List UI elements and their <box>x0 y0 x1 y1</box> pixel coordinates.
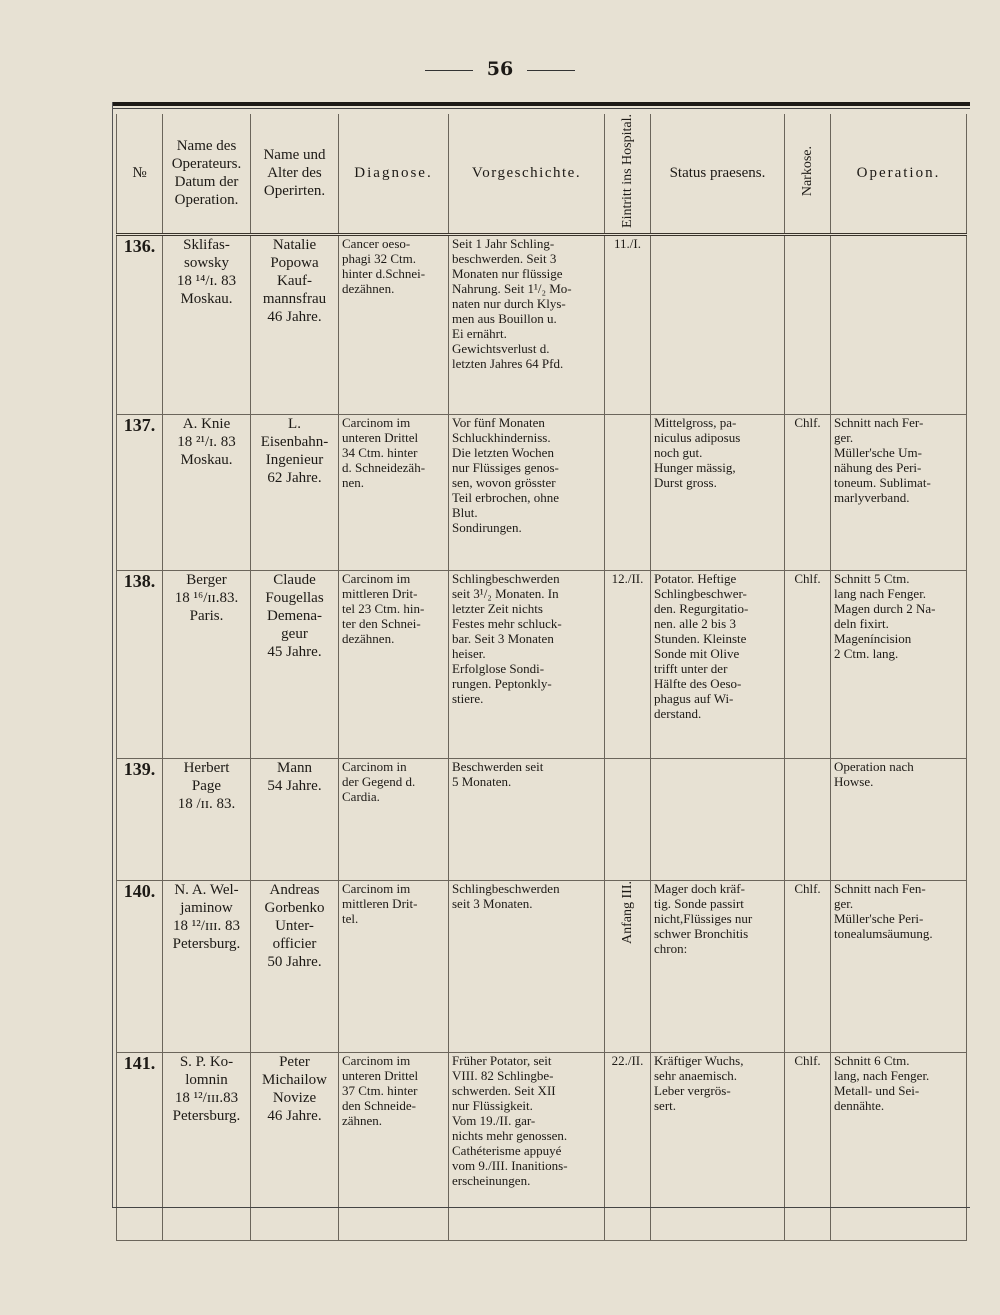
operator-cell: A. Knie 18 ²¹/ɪ. 83 Moskau. <box>163 414 251 570</box>
history-cell: Früher Potator, seit VIII. 82 Schlingbe- schwerden. Seit XII nur Flüssigkeit. Vom 19./II. gar- nichts mehr genossen. Cathéterisme appuyé vom 9./III. Inanitions- erscheinungen. <box>449 1052 605 1240</box>
table-row <box>117 1052 967 1240</box>
status-cell: Mittelgross, pa- niculus adiposus noch gut. Hunger mässig, Durst gross. <box>651 414 785 570</box>
operator-cell: Berger 18 ¹⁶/ɪɪ.83. Paris. <box>163 570 251 758</box>
narcosis-cell: Chlf. <box>785 414 831 570</box>
header-operator: Name des Operateurs. Datum der Operation. <box>163 114 251 234</box>
case-number: 136. <box>117 234 163 414</box>
admission-cell <box>605 758 651 880</box>
operator-cell: Herbert Page 18 /ɪɪ. 83. <box>163 758 251 880</box>
narcosis-cell: Chlf. <box>785 1052 831 1240</box>
narcosis-cell <box>785 758 831 880</box>
operation-cell: Schnitt 5 Ctm. lang nach Fenger. Magen durch 2 Na- deln fixirt. Mageníncision 2 Ctm. lang. <box>831 570 967 758</box>
page-number-text: 56 <box>486 58 514 80</box>
history-cell: Schlingbeschwerden seit 3¹/₂ Monaten. In letzter Zeit nichts Festes mehr schluck- bar. Seit 3 Monaten heiser. Erfolglose Sondi- rungen. Peptonkly- stiere. <box>449 570 605 758</box>
case-number: 140. <box>117 880 163 1052</box>
case-number: 139. <box>117 758 163 880</box>
table-row <box>117 758 967 880</box>
status-cell: Kräftiger Wuchs, sehr anaemisch. Leber vergrös- sert. <box>651 1052 785 1240</box>
header-admission: Eintritt ins Hospital. <box>619 114 635 228</box>
table-left-rule <box>112 102 113 1208</box>
patient-cell: Andreas Gorbenko Unter- officier 50 Jahre. <box>251 880 339 1052</box>
patient-cell: Claude Fougellas Demena- geur 45 Jahre. <box>251 570 339 758</box>
narcosis-cell: Chlf. <box>785 570 831 758</box>
header-status: Status praesens. <box>651 114 785 234</box>
table-bottom-rule <box>112 1207 970 1208</box>
diagnosis-cell: Cancer oeso- phagi 32 Ctm. hinter d.Schnei- dezähnen. <box>339 234 449 414</box>
operator-cell: Sklifas- sowsky 18 ¹⁴/ɪ. 83 Moskau. <box>163 234 251 414</box>
admission-cell <box>605 414 651 570</box>
table-top-rule-thin <box>112 108 970 109</box>
admission-cell: 11./I. <box>605 234 651 414</box>
admission-cell <box>605 880 651 1052</box>
header-operation: Operation. <box>831 114 967 234</box>
diagnosis-cell: Carcinom im mittleren Drit- tel 23 Ctm. hin- ter den Schnei- dezähnen. <box>339 570 449 758</box>
admission-cell: 22./II. <box>605 1052 651 1240</box>
diagnosis-cell: Carcinom in der Gegend d. Cardia. <box>339 758 449 880</box>
patient-cell: L. Eisenbahn- Ingenieur 62 Jahre. <box>251 414 339 570</box>
case-number: 138. <box>117 570 163 758</box>
operator-cell: S. P. Ko- lomnin 18 ¹²/ɪɪɪ.83 Petersburg. <box>163 1052 251 1240</box>
status-cell: Potator. Heftige Schlingbeschwer- den. Regurgitatio- nen. alle 2 bis 3 Stunden. Kleinste Sonde mit Olive trifft unter der Hälfte des Oeso- phagus auf Wi- derstand. <box>651 570 785 758</box>
header-history: Vorgeschichte. <box>449 114 605 234</box>
table-row <box>117 234 967 414</box>
table-row <box>117 570 967 758</box>
diagnosis-cell: Carcinom im unteren Drittel 34 Ctm. hinter d. Schneidezäh- nen. <box>339 414 449 570</box>
history-cell: Schlingbeschwerden seit 3 Monaten. <box>449 880 605 1052</box>
status-cell: Mager doch kräf- tig. Sonde passirt nicht,Flüssiges nur schwer Bronchitis chron: <box>651 880 785 1052</box>
header-narcosis-cell <box>785 114 831 234</box>
history-cell: Seit 1 Jahr Schling- beschwerden. Seit 3 Monaten nur flüssige Nahrung. Seit 1¹/₂ Mo- naten nur durch Klys- men aus Bouillon u. Ei ernährt. Gewichtsverlust d. letzten Jahres 64 Pfd. <box>449 234 605 414</box>
status-cell <box>651 758 785 880</box>
operation-cell: Operation nach Howse. <box>831 758 967 880</box>
patient-cell: Mann 54 Jahre. <box>251 758 339 880</box>
table-row <box>117 414 967 570</box>
patient-cell: Peter Michailow Novize 46 Jahre. <box>251 1052 339 1240</box>
patient-cell: Natalie Popowa Kauf- mannsfrau 46 Jahre. <box>251 234 339 414</box>
admission-cell: 12./II. <box>605 570 651 758</box>
operation-cell: Schnitt nach Fer- ger. Müller'sche Um- nähung des Peri- toneum. Sublimat- marlyverband. <box>831 414 967 570</box>
page-number-rule-right <box>527 70 575 71</box>
operation-cell: Schnitt 6 Ctm. lang, nach Fenger. Metall- und Sei- dennähte. <box>831 1052 967 1240</box>
page-number-rule-left <box>425 70 473 71</box>
operator-cell: N. A. Wel- jaminow 18 ¹²/ɪɪɪ. 83 Petersburg. <box>163 880 251 1052</box>
case-number: 141. <box>117 1052 163 1240</box>
header-num: № <box>117 114 163 234</box>
diagnosis-cell: Carcinom im unteren Drittel 37 Ctm. hinter den Schneide- zähnen. <box>339 1052 449 1240</box>
admission-text: Anfang III. <box>619 880 635 944</box>
header-narcosis: Narkose. <box>799 145 815 197</box>
case-number: 137. <box>117 414 163 570</box>
operation-cell: Schnitt nach Fen- ger. Müller'sche Peri- tonealumsäumung. <box>831 880 967 1052</box>
narcosis-cell: Chlf. <box>785 880 831 1052</box>
table-header <box>117 114 967 234</box>
header-patient: Name und Alter des Operirten. <box>251 114 339 234</box>
table-top-rule <box>112 102 970 106</box>
status-cell <box>651 234 785 414</box>
history-cell: Vor fünf Monaten Schluckhinderniss. Die letzten Wochen nur Flüssiges genos- sen, wovon grösster Teil erbrochen, ohne Blut. Sondirungen. <box>449 414 605 570</box>
table-row <box>117 880 967 1052</box>
narcosis-cell <box>785 234 831 414</box>
history-cell: Beschwerden seit 5 Monaten. <box>449 758 605 880</box>
header-admission-cell <box>605 114 651 234</box>
case-register-table <box>116 114 967 1241</box>
diagnosis-cell: Carcinom im mittleren Drit- tel. <box>339 880 449 1052</box>
table-body <box>117 234 967 1240</box>
page-number <box>0 58 1000 80</box>
operation-cell <box>831 234 967 414</box>
header-diagnosis: Diagnose. <box>339 114 449 234</box>
